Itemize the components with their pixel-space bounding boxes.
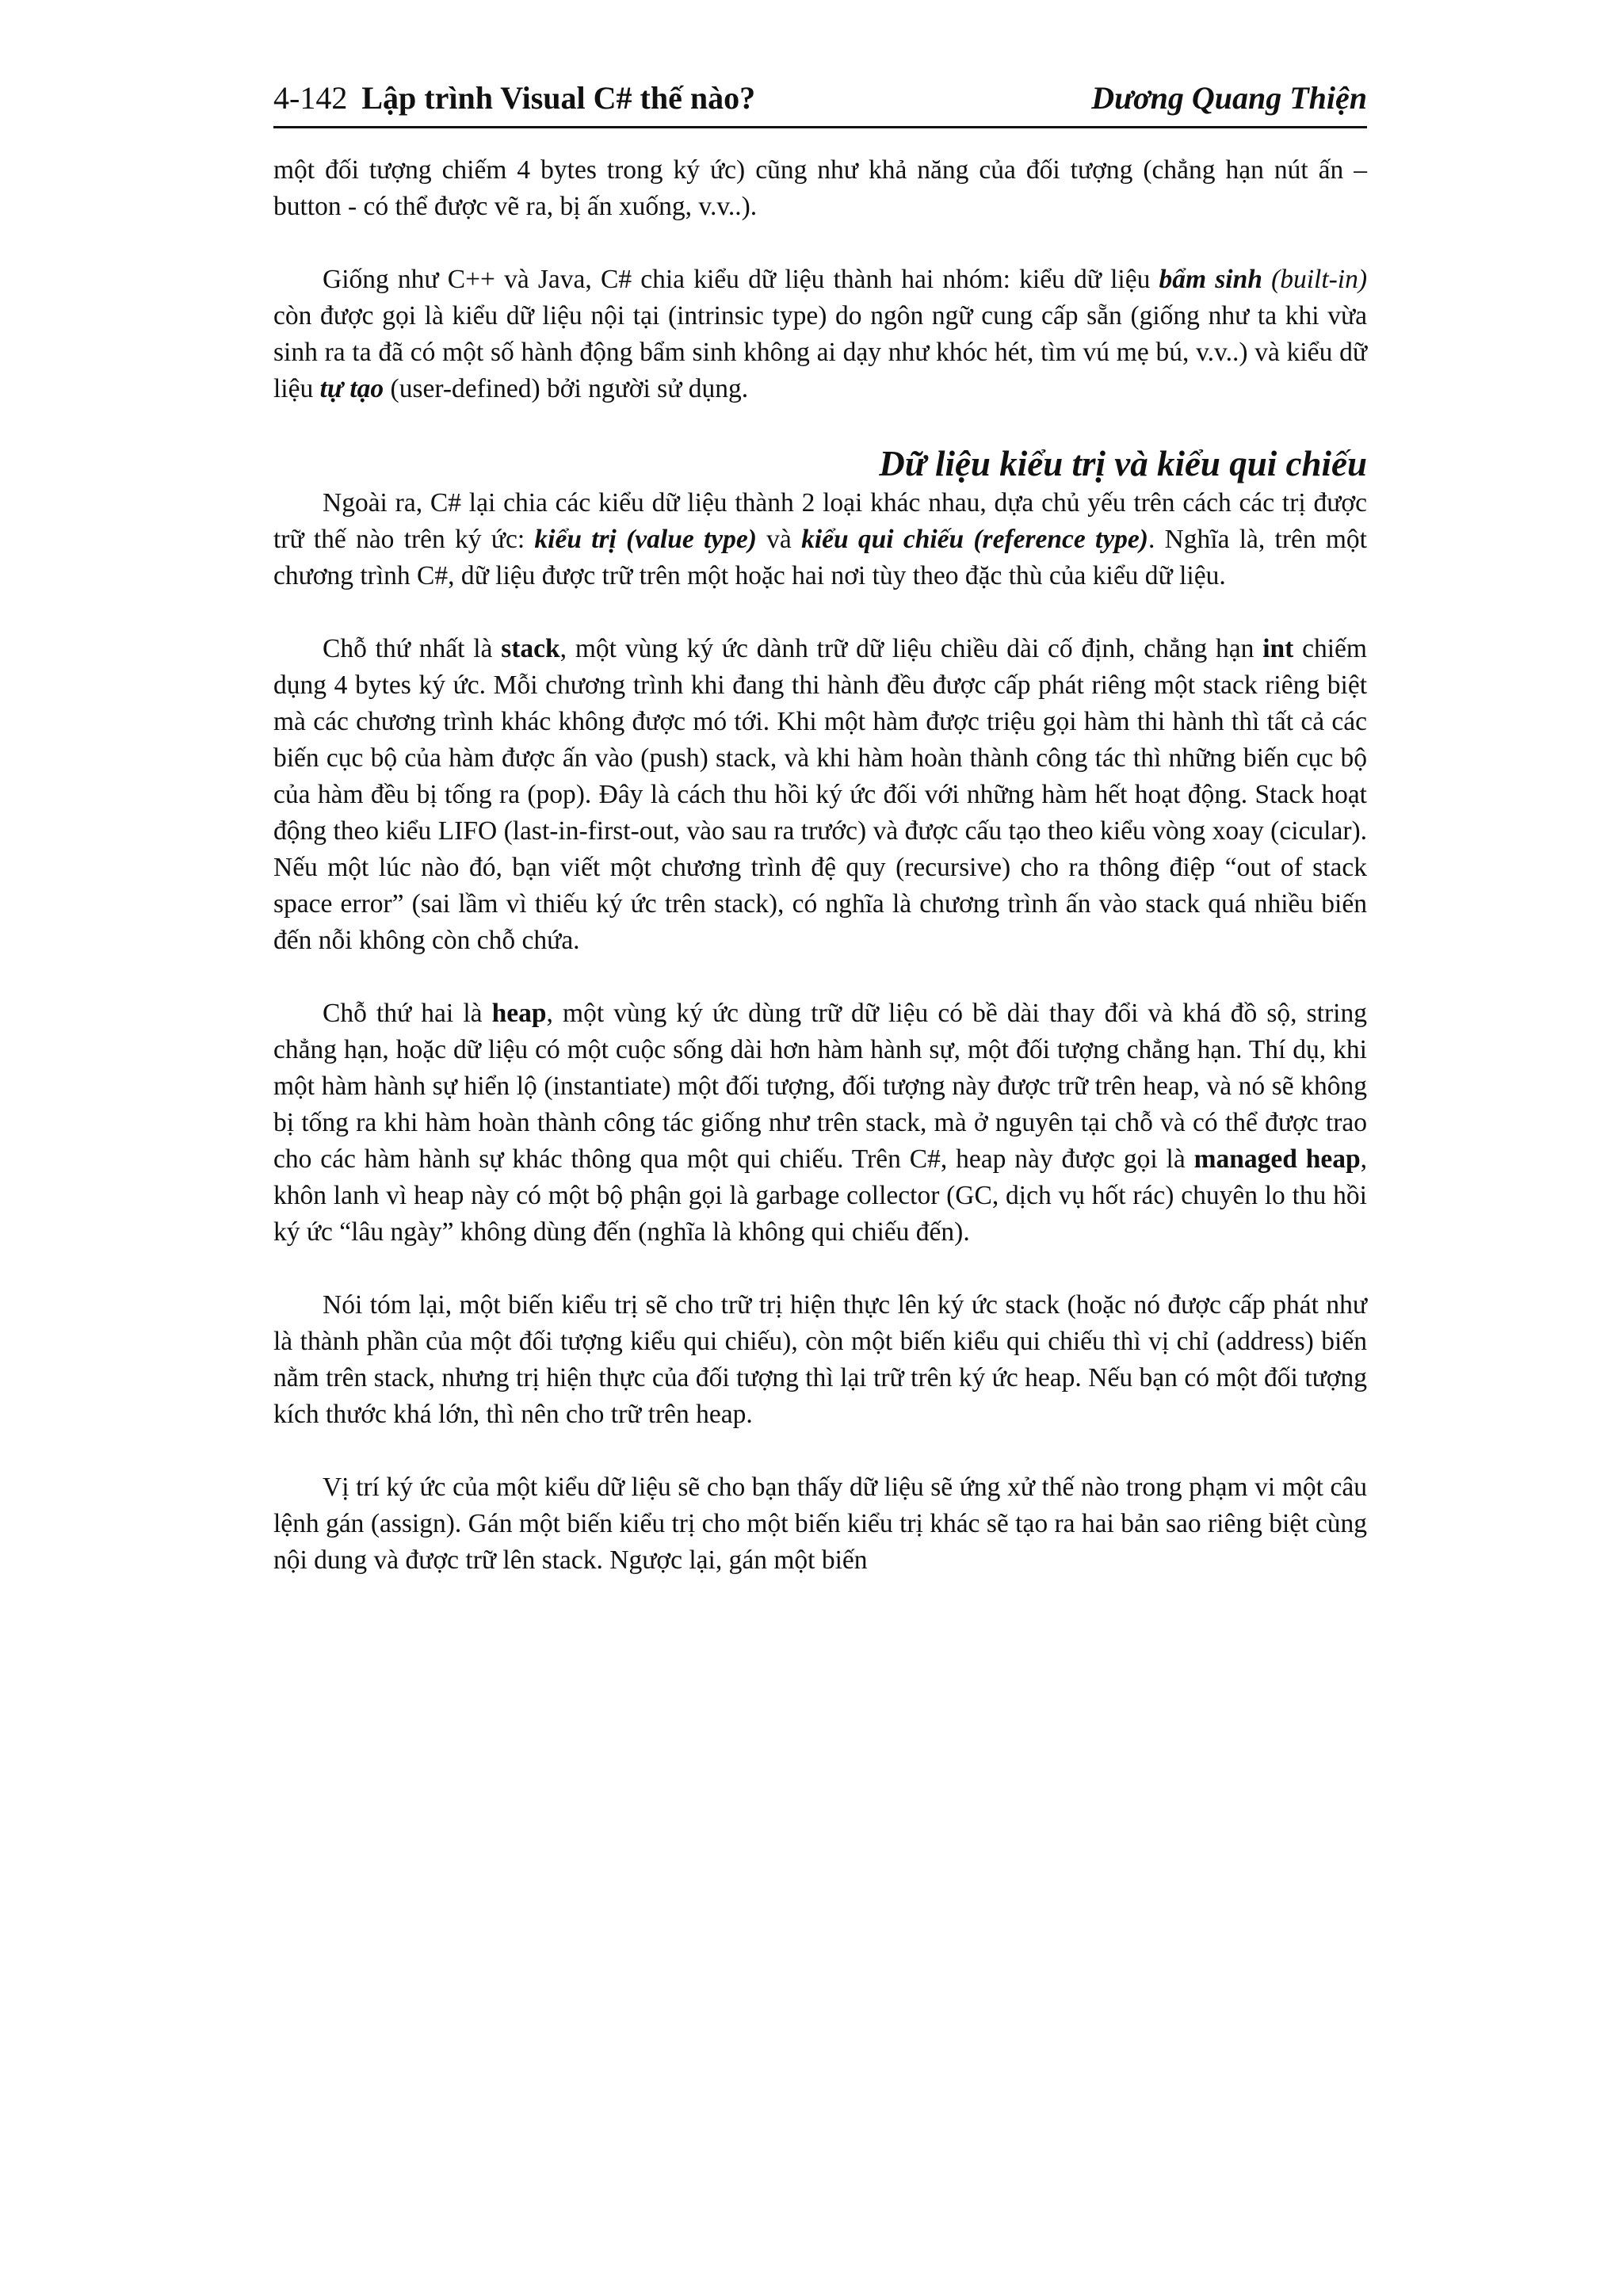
- document-page: [273, 79, 1367, 1579]
- term-int: int: [1262, 634, 1294, 663]
- paragraph-1: [273, 152, 1367, 225]
- header-left: [273, 79, 755, 117]
- paragraph-6: [273, 1287, 1367, 1433]
- term-heap: heap: [491, 999, 547, 1028]
- paragraph-5-part-c: , một vùng ký ức dùng trữ dữ liệu có bề dài thay đổi và khá đồ sộ, string chẳng hạn, hoặc dữ liệu có một cuộc sống dài hơn hàm hành sự, một đối tượng chẳng hạn. Thí dụ, khi một hàm hành sự hiển lộ (instantiate) một đối tượng, đối tượng này được trữ trên heap, và nó sẽ không bị tống ra khi hàm hoàn thành công tác giống như trên stack, mà ở nguyên tại chỗ và có thể được trao cho các hàm hành sự khác thông qua một qui chiếu. Trên C#, heap này được gọi là: [273, 999, 1367, 1174]
- term-value-type: kiểu trị (value type): [534, 525, 757, 554]
- term-user-defined-vn: tự tạo: [319, 374, 384, 403]
- paragraph-1-text: một đối tượng chiếm 4 bytes trong ký ức) cũng như khả năng của đối tượng (chẳng hạn nút ấn – button - có thể được vẽ ra, bị ấn xuống, v.v..).: [273, 155, 1367, 221]
- term-stack: stack: [501, 634, 560, 663]
- paragraph-4: [273, 631, 1367, 959]
- paragraph-4-part-a: Chỗ thứ nhất là: [323, 634, 502, 663]
- paragraph-2-part-d: còn được gọi là kiểu dữ liệu nội tại (intrinsic type) do ngôn ngữ cung cấp sẵn (giống như ta khi vừa sinh ra ta đã có một số hành động bẩm sinh không ai dạy như khóc hét, tìm vú mẹ bú, v.v..) và kiểu dữ liệu: [273, 301, 1367, 403]
- section-title: Dữ liệu kiểu trị và kiểu qui chiếu: [879, 444, 1367, 483]
- paragraph-5: [273, 995, 1367, 1251]
- paragraph-4-part-e: chiếm dụng 4 bytes ký ức. Mỗi chương trình khi đang thi hành đều được cấp phát riêng một stack riêng biệt mà các chương trình khác không được mó tới. Khi một hàm được triệu gọi hàm thi hành thì tất cả các biến cục bộ của hàm được ấn vào (push) stack, và khi hàm hoàn thành công tác thì những biến cục bộ của hàm đều bị tống ra (pop). Đây là cách thu hồi ký ức đối với những hàm hết hoạt động. Stack hoạt động theo kiểu LIFO (last-in-first-out, vào sau ra trước) và được cấu tạo theo kiểu vòng xoay (cicular). Nếu một lúc nào đó, bạn viết một chương trình đệ quy (recursive) cho ra thông điệp “out of stack space error” (sai lầm vì thiếu ký ức trên stack), có nghĩa là chương trình ấn vào stack quá nhiều biến đến nỗi không còn chỗ chứa.: [273, 634, 1367, 955]
- term-built-in: (built-in): [1271, 265, 1368, 294]
- paragraph-3-part-e: . Nghĩa là, trên một chương trình C#, dữ liệu được trữ trên một hoặc hai nơi tùy theo đặc thù của kiểu dữ liệu.: [273, 525, 1367, 590]
- paragraph-5-part-a: Chỗ thứ hai là: [323, 999, 492, 1028]
- running-header: [273, 79, 1367, 128]
- paragraph-6-text: Nói tóm lại, một biến kiểu trị sẽ cho trữ trị hiện thực lên ký ức stack (hoặc nó được cấp phát như là thành phần của một đối tượng kiểu qui chiếu), còn một biến kiểu qui chiếu thì vị chỉ (address) biến nằm trên stack, nhưng trị hiện thực của đối tượng thì lại trữ trên ký ức heap. Nếu bạn có một đối tượng kích thước khá lớn, thì nên cho trữ trên heap.: [273, 1290, 1367, 1429]
- page-number: 4-142: [273, 80, 348, 116]
- paragraph-3: [273, 485, 1367, 594]
- paragraph-7: [273, 1469, 1367, 1579]
- paragraph-4-part-c: , một vùng ký ức dành trữ dữ liệu chiều dài cố định, chẳng hạn: [559, 634, 1263, 663]
- paragraph-7-text: Vị trí ký ức của một kiểu dữ liệu sẽ cho bạn thấy dữ liệu sẽ ứng xử thế nào trong phạm vi một câu lệnh gán (assign). Gán một biến kiểu trị cho một biến kiểu trị khác sẽ tạo ra hai bản sao riêng biệt cùng nội dung và được trữ lên stack. Ngược lại, gán một biến: [273, 1473, 1367, 1575]
- term-managed-heap: managed heap: [1193, 1144, 1361, 1174]
- paragraph-3-part-a: Ngoài ra, C# lại chia các kiểu dữ liệu thành 2 loại khác nhau, dựa chủ yếu trên cách các trị được trữ thế nào trên ký ức:: [273, 488, 1367, 554]
- term-reference-type: kiểu qui chiếu (reference type): [801, 525, 1148, 554]
- paragraph-3-part-c: và: [756, 525, 802, 554]
- paragraph-2-part-f: (user-defined) bởi người sử dụng.: [384, 374, 749, 403]
- book-title: Lập trình Visual C# thế nào?: [361, 80, 756, 116]
- paragraph-5-part-e: , khôn lanh vì heap này có một bộ phận gọi là garbage collector (GC, dịch vụ hốt rác) chuyên lo thu hồi ký ức “lâu ngày” không dùng đến (nghĩa là không qui chiếu đến).: [273, 1144, 1368, 1247]
- paragraph-2: [273, 262, 1367, 407]
- paragraph-2-part-a: Giống như C++ và Java, C# chia kiểu dữ liệu thành hai nhóm: kiểu dữ liệu: [323, 265, 1159, 294]
- term-built-in-vn: bẩm sinh: [1159, 265, 1262, 294]
- author-name: Dương Quang Thiện: [1091, 80, 1367, 116]
